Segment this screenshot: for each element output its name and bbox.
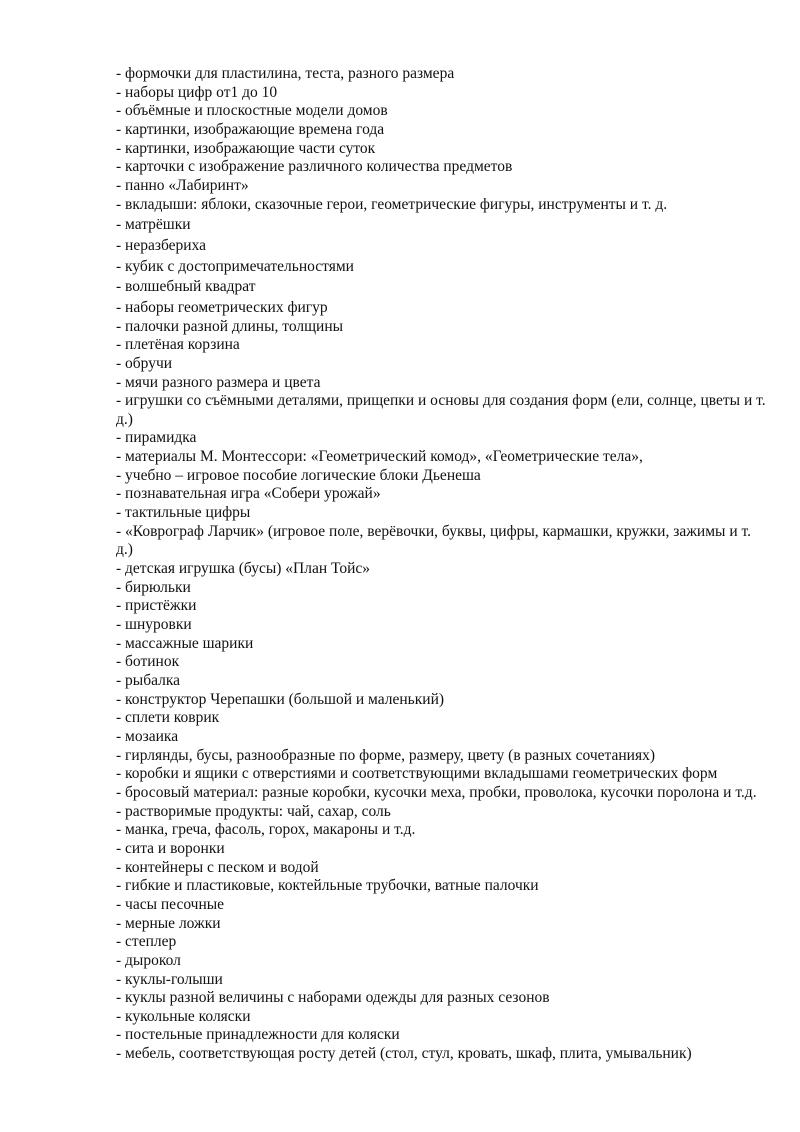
- list-item: - рыбалка: [116, 672, 181, 689]
- list-item: - куклы разной величины с наборами одежды для разных сезонов: [116, 989, 550, 1007]
- list-item: - массажные шарики: [116, 634, 254, 652]
- list-item: - матрёшки: [116, 216, 191, 234]
- list-item: - карточки с изображение различного количества предметов: [116, 158, 513, 176]
- materials-list: [116, 65, 766, 1064]
- list-item: - детская игрушка (бусы) «План Тойс»: [116, 560, 371, 578]
- list-item: - гибкие и пластиковые, коктейльные трубочки, ватные палочки: [116, 877, 539, 895]
- list-item: - наборы геометрических фигур: [116, 298, 328, 316]
- list-item: - мячи разного размера и цвета: [116, 373, 321, 391]
- list-item: - пирамидка: [116, 429, 197, 447]
- list-item: - конструктор Черепашки (большой и маленький): [116, 690, 445, 708]
- list-item: - мозаика: [116, 727, 179, 745]
- list-item: - вкладыши: яблоки, сказочные герои, геометрические фигуры, инструменты и т. д.: [116, 195, 668, 213]
- list-item: - игрушки со съёмными деталями, прищепки и основы для создания форм (ели, солнце, цветы и т. д.): [116, 392, 766, 428]
- list-item: - пристёжки: [116, 597, 197, 615]
- list-item: - панно «Лабиринт»: [116, 176, 249, 194]
- list-item: - объёмные и плоскостные модели домов: [116, 102, 388, 120]
- list-item: - бросовый материал: разные коробки, кусочки меха, пробки, проволока, кусочки поролона и т.д.: [116, 783, 757, 801]
- list-item: - бирюльки: [116, 578, 191, 596]
- list-item: - сплети коврик: [116, 709, 220, 727]
- list-item: - коробки и ящики с отверстиями и соответствующими вкладышами геометрических форм: [116, 765, 718, 783]
- list-item: - дырокол: [116, 951, 181, 969]
- list-item: - гирлянды, бусы, разнообразные по форме, размеру, цвету (в разных сочетаниях): [116, 746, 655, 764]
- list-item: - куклы-голыши: [116, 970, 223, 988]
- list-item: - мерные ложки: [116, 914, 221, 932]
- list-item: - степлер: [116, 933, 177, 951]
- list-item: - неразбериха: [116, 236, 206, 254]
- list-item: - формочки для пластилина, теста, разного размера: [116, 65, 455, 82]
- list-item: - шнуровки: [116, 616, 192, 634]
- list-item: - учебно – игровое пособие логические блоки Дьенеша: [116, 466, 481, 484]
- list-item: - материалы М. Монтессори: «Геометрический комод», «Геометрические тела»,: [116, 448, 643, 466]
- list-item: - палочки разной длины, толщины: [116, 317, 344, 335]
- list-item: - обручи: [116, 354, 173, 372]
- list-item: - тактильные цифры: [116, 504, 251, 522]
- list-item: - контейнеры с песком и водой: [116, 858, 319, 876]
- list-item: - плетёная корзина: [116, 336, 240, 354]
- list-item: - «Коврограф Ларчик» (игровое поле, верёвочки, буквы, цифры, кармашки, кружки, зажимы и т. д.): [116, 522, 751, 559]
- list-item: - кукольные коляски: [116, 1007, 251, 1025]
- list-item: - ботинок: [116, 653, 180, 671]
- list-item: - сита и воронки: [116, 839, 225, 857]
- list-item: - часы песочные: [116, 895, 225, 913]
- list-item: - наборы цифр от1 до 10: [116, 83, 278, 101]
- list-item: - растворимые продукты: чай, сахар, соль: [116, 802, 391, 820]
- list-item: - картинки, изображающие времена года: [116, 120, 385, 138]
- list-item: - картинки, изображающие части суток: [116, 139, 376, 157]
- list-item: - кубик с достопримечательностями: [116, 257, 354, 275]
- list-item: - мебель, соответствующая росту детей (стол, стул, кровать, шкаф, плита, умывальник): [116, 1045, 692, 1063]
- list-item: - познавательная игра «Собери урожай»: [116, 485, 381, 503]
- list-item: - постельные принадлежности для коляски: [116, 1026, 400, 1044]
- list-item: - волшебный квадрат: [116, 278, 256, 296]
- list-item: - манка, греча, фасоль, горох, макароны и т.д.: [116, 821, 416, 839]
